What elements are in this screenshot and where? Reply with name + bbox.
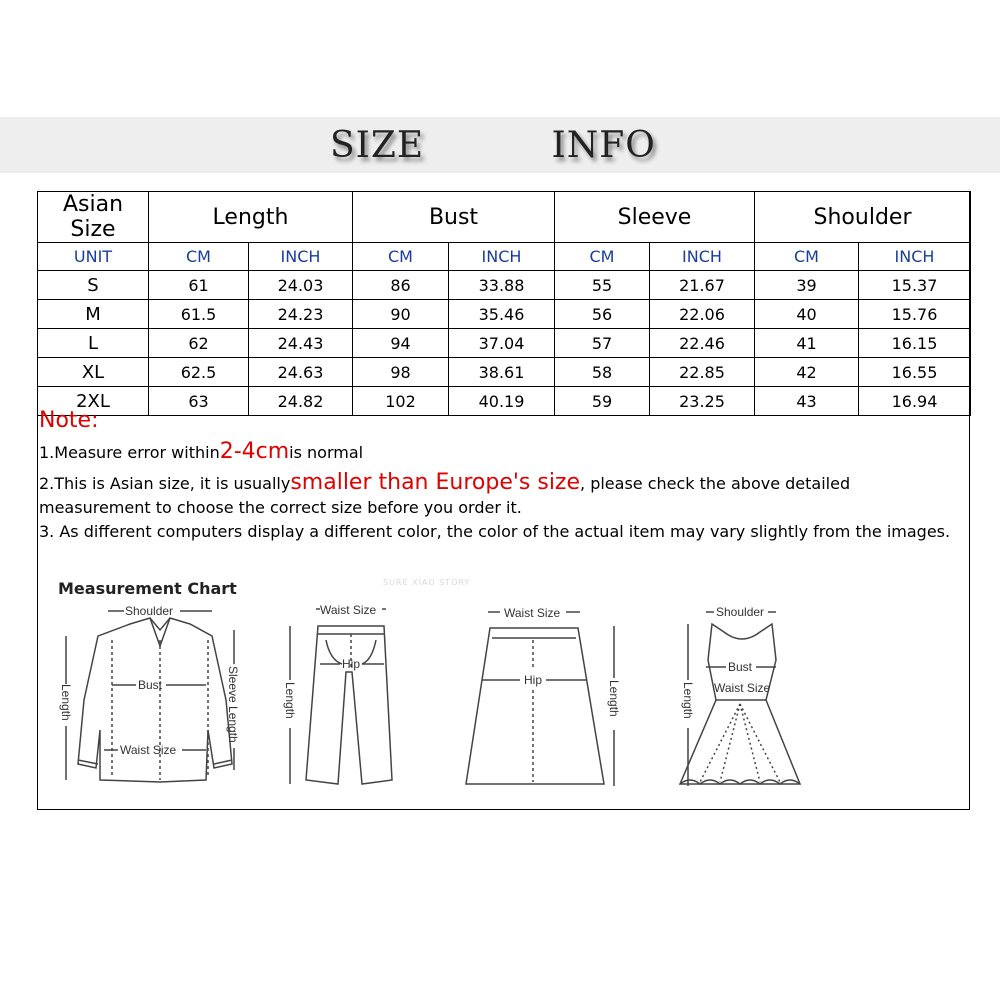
header-asian-size: Asian Size bbox=[38, 192, 149, 243]
table-cell: 24.63 bbox=[249, 358, 353, 387]
note-2-text-end: , please check the above detailed measurement to choose the correct size before you order it. bbox=[39, 474, 851, 517]
table-cell: 15.37 bbox=[859, 271, 971, 300]
table-cell: 22.85 bbox=[650, 358, 755, 387]
skirt-illustration bbox=[466, 612, 614, 786]
header-shoulder: Shoulder bbox=[755, 192, 971, 243]
table-cell: 39 bbox=[755, 271, 859, 300]
note-1-highlight: 2-4cm bbox=[219, 439, 290, 464]
dress-waist-label: Waist Size bbox=[714, 681, 771, 695]
table-cell: 16.94 bbox=[859, 387, 971, 416]
table-cell: 62.5 bbox=[149, 358, 249, 387]
table-cell: 33.88 bbox=[449, 271, 555, 300]
note-2-text: 2.This is Asian size, it is usually bbox=[39, 474, 291, 493]
measurement-chart-title: Measurement Chart bbox=[58, 579, 237, 598]
shirt-length-label: Length bbox=[59, 684, 73, 721]
table-cell: 21.67 bbox=[650, 271, 755, 300]
table-cell: 63 bbox=[149, 387, 249, 416]
table-cell: 61 bbox=[149, 271, 249, 300]
table-cell: 98 bbox=[353, 358, 449, 387]
shirt-sleeve-length-label: Sleeve Length bbox=[226, 666, 240, 743]
table-cell: 23.25 bbox=[650, 387, 755, 416]
table-cell: 57 bbox=[555, 329, 650, 358]
table-cell: 37.04 bbox=[449, 329, 555, 358]
unit-cell: CM bbox=[149, 243, 249, 271]
table-cell: 35.46 bbox=[449, 300, 555, 329]
table-cell: 24.03 bbox=[249, 271, 353, 300]
note-title: Note: bbox=[39, 408, 99, 433]
pants-hip-label: Hip bbox=[342, 657, 361, 671]
watermark: SURE XIAO STORY bbox=[383, 578, 471, 587]
table-cell: 24.43 bbox=[249, 329, 353, 358]
table-cell: 61.5 bbox=[149, 300, 249, 329]
page-title: SIZE INFO bbox=[330, 125, 656, 166]
header-length: Length bbox=[149, 192, 353, 243]
skirt-length-label: Length bbox=[607, 680, 621, 717]
table-cell: 90 bbox=[353, 300, 449, 329]
shirt-waist-label: Waist Size bbox=[120, 743, 177, 757]
skirt-waist-label: Waist Size bbox=[504, 606, 561, 620]
dress-length-label: Length bbox=[681, 682, 695, 719]
size-label-cell: XL bbox=[38, 358, 149, 387]
note-1-text: 1.Measure error within bbox=[39, 443, 220, 462]
unit-cell: INCH bbox=[249, 243, 353, 271]
table-cell: 40.19 bbox=[449, 387, 555, 416]
table-cell: 40 bbox=[755, 300, 859, 329]
note-1-text-end: is normal bbox=[289, 443, 364, 462]
size-label-cell: 2XL bbox=[38, 387, 149, 416]
table-cell: 24.82 bbox=[249, 387, 353, 416]
unit-cell: CM bbox=[555, 243, 650, 271]
table-cell: 58 bbox=[555, 358, 650, 387]
table-cell: 42 bbox=[755, 358, 859, 387]
dress-shoulder-label: Shoulder bbox=[716, 605, 765, 619]
header-bust: Bust bbox=[353, 192, 555, 243]
table-cell: 102 bbox=[353, 387, 449, 416]
shirt-bust-label: Bust bbox=[138, 678, 163, 692]
skirt-hip-label: Hip bbox=[524, 673, 543, 687]
table-cell: 62 bbox=[149, 329, 249, 358]
table-cell: 55 bbox=[555, 271, 650, 300]
unit-cell: INCH bbox=[859, 243, 971, 271]
table-cell: 56 bbox=[555, 300, 650, 329]
unit-cell: CM bbox=[353, 243, 449, 271]
dress-illustration bbox=[680, 612, 800, 786]
table-cell: 15.76 bbox=[859, 300, 971, 329]
table-cell: 86 bbox=[353, 271, 449, 300]
pants-length-label: Length bbox=[283, 682, 297, 719]
header-sleeve: Sleeve bbox=[555, 192, 755, 243]
table-cell: 43 bbox=[755, 387, 859, 416]
unit-cell: INCH bbox=[449, 243, 555, 271]
unit-cell: UNIT bbox=[38, 243, 149, 271]
size-label-cell: S bbox=[38, 271, 149, 300]
table-cell: 59 bbox=[555, 387, 650, 416]
size-label-cell: M bbox=[38, 300, 149, 329]
table-cell: 41 bbox=[755, 329, 859, 358]
unit-cell: CM bbox=[755, 243, 859, 271]
dress-bust-label: Bust bbox=[728, 660, 753, 674]
table-cell: 94 bbox=[353, 329, 449, 358]
table-cell: 22.46 bbox=[650, 329, 755, 358]
table-cell: 24.23 bbox=[249, 300, 353, 329]
shirt-shoulder-label: Shoulder bbox=[125, 604, 174, 618]
note-3-text: 3. As different computers display a different color, the color of the actual item may vary slightly from the images. bbox=[39, 522, 951, 541]
pants-illustration bbox=[290, 609, 392, 784]
note-2-highlight: smaller than Europe's size bbox=[290, 470, 581, 495]
unit-cell: INCH bbox=[650, 243, 755, 271]
pants-waist-label: Waist Size bbox=[320, 603, 377, 617]
size-label-cell: L bbox=[38, 329, 149, 358]
table-cell: 22.06 bbox=[650, 300, 755, 329]
table-cell: 38.61 bbox=[449, 358, 555, 387]
table-cell: 16.55 bbox=[859, 358, 971, 387]
table-cell: 16.15 bbox=[859, 329, 971, 358]
